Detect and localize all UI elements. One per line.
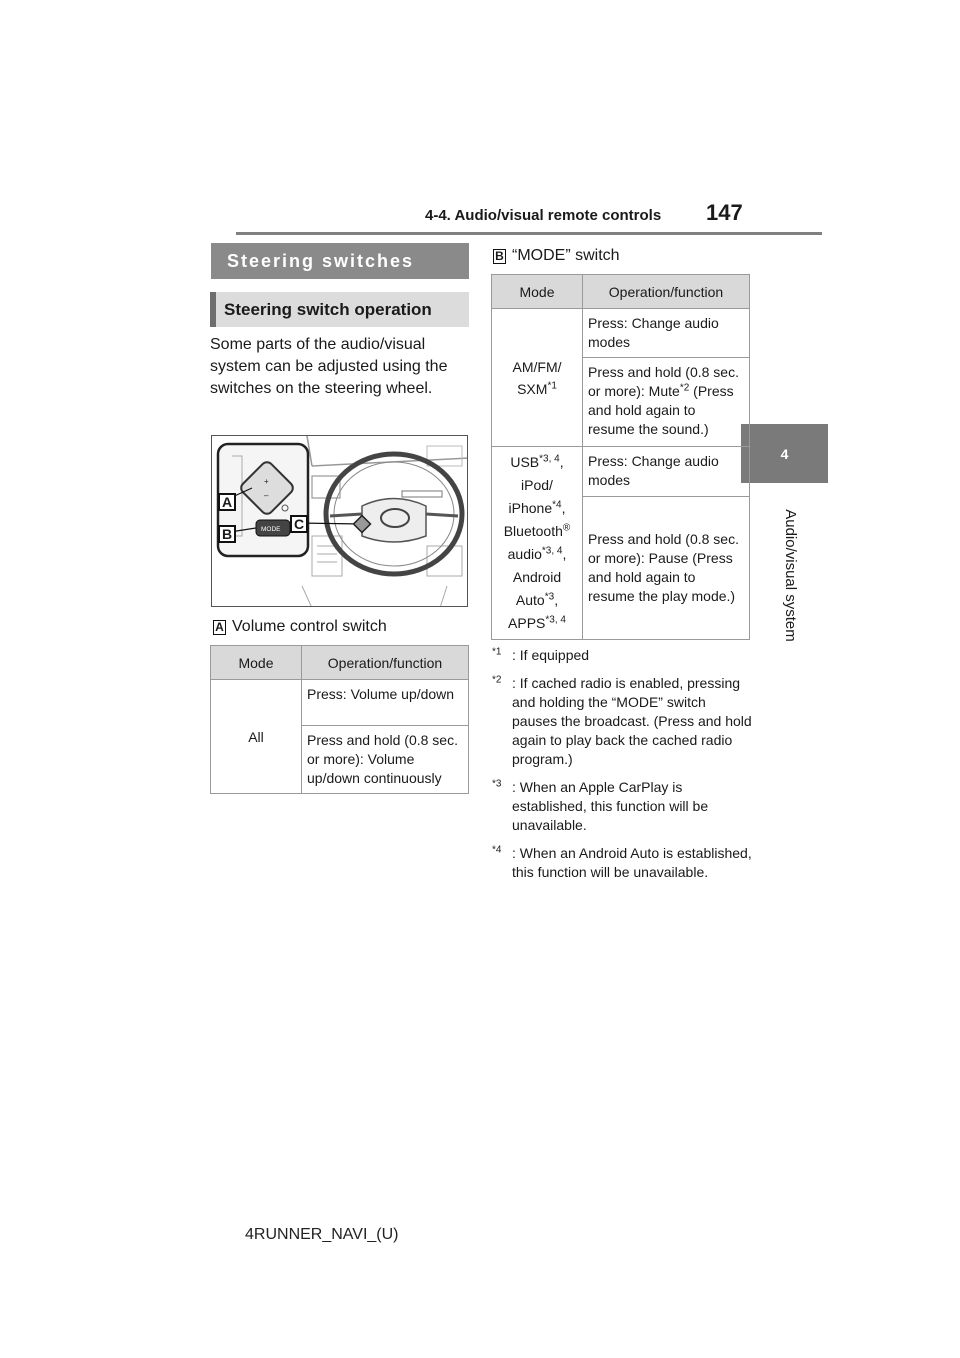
figure-callout-b: B	[218, 525, 236, 543]
document-code: 4RUNNER_NAVI_(U)	[245, 1226, 399, 1243]
steering-wheel-illustration	[212, 436, 468, 607]
apps-sup: *3, 4	[545, 614, 566, 626]
table-a-mode: All	[211, 680, 302, 794]
table-a-op-2: Press and hold (0.8 sec. or more): Volume up/down continuously	[307, 732, 458, 786]
usb-sup: *3, 4	[539, 453, 560, 465]
footnote	[492, 844, 754, 882]
audio-comma: ,	[562, 546, 567, 562]
footnotes	[492, 646, 754, 891]
table-a-header-op: Operation/function	[302, 646, 469, 680]
intro-paragraph: Some parts of the audio/visual system can be adjusted using the switches on the steering wheel.	[210, 336, 448, 397]
iphone-comma: ,	[561, 500, 566, 516]
figure-callout-c: C	[290, 515, 308, 533]
footnote-marker: *2	[492, 674, 502, 686]
section-title: 4-4. Audio/visual remote controls	[425, 207, 662, 224]
table-a-op-1: Press: Volume up/down	[307, 686, 455, 702]
callout-b-marker: B	[493, 249, 506, 264]
callout-a-row	[213, 618, 387, 636]
table-b-header-op: Operation/function	[583, 275, 750, 309]
footnote-text: : When an Android Auto is established, this function will be unavailable.	[512, 845, 752, 880]
section-heading: Steering switches	[211, 243, 469, 279]
footnote-text: : If cached radio is enabled, pressing and holding the “MODE” switch pauses the broadcast. (Press and hold again to play back the cached radio program.)	[512, 675, 752, 767]
sub-heading: Steering switch operation	[210, 292, 469, 327]
footnote-marker: *4	[492, 844, 502, 856]
page-number: 147	[706, 200, 743, 225]
table-a-header-mode: Mode	[211, 646, 302, 680]
iphone-sup: *4	[552, 499, 562, 511]
usb-text: USB	[510, 454, 540, 470]
callout-b-label: “MODE” switch	[512, 247, 620, 264]
table-b-row2-op1: Press: Change audio modes	[588, 453, 719, 488]
usb-comma: ,	[559, 454, 564, 470]
header-rule	[236, 232, 822, 235]
table-b-row1-op2	[583, 358, 749, 444]
footnote-text: : If equipped	[512, 647, 590, 663]
radio-mode-line1: AM/FM/	[512, 358, 562, 375]
footnote	[492, 778, 754, 835]
radio-mode-line2: SXM	[517, 380, 548, 397]
footnote-marker: *1	[492, 646, 502, 658]
steering-wheel-figure	[211, 435, 468, 607]
svg-text:MODE: MODE	[261, 526, 281, 533]
mute-resume-text: (Press and hold again to resume the sound.)	[588, 383, 734, 437]
callout-b-row	[493, 247, 620, 265]
volume-table	[210, 645, 469, 794]
bluetooth-reg: ®	[562, 522, 571, 534]
auto-sup: *3	[544, 591, 555, 603]
footnote	[492, 646, 754, 665]
footnote-marker: *3	[492, 778, 502, 790]
figure-callout-a: A	[218, 493, 236, 511]
radio-mode-sup: *1	[547, 379, 557, 391]
table-b-mode-media	[492, 447, 583, 640]
callout-a-label: Volume control switch	[232, 618, 387, 635]
chapter-label: Audio/visual system	[781, 508, 799, 642]
chapter-number: 4	[780, 445, 789, 462]
footnote-text: : When an Apple CarPlay is established, this function will be unavailable.	[512, 779, 709, 833]
mode-table	[491, 274, 750, 640]
footnote	[492, 674, 754, 769]
bluetooth-text: Bluetooth	[503, 523, 563, 539]
mute-sup: *2	[679, 382, 690, 394]
audio-sup: *3, 4	[541, 545, 563, 557]
table-b-mode-radio	[492, 309, 583, 447]
auto-text: Auto	[515, 592, 545, 608]
audio-text: audio	[507, 546, 542, 562]
svg-text:+: +	[264, 477, 269, 486]
apps-text: APPS	[508, 615, 546, 631]
chapter-tab	[741, 424, 828, 483]
android-text: Android	[512, 569, 562, 585]
ipod-text: iPod/	[521, 477, 553, 493]
auto-comma: ,	[554, 592, 559, 608]
chapter-side-label	[770, 500, 810, 650]
callout-a-marker: A	[213, 620, 226, 635]
mute-text: Press and hold (0.8 sec. or more): Mute	[588, 364, 739, 399]
svg-text:–: –	[264, 491, 269, 500]
table-b-row1-op1: Press: Change audio modes	[588, 315, 719, 350]
table-b-header-mode: Mode	[492, 275, 583, 309]
table-b-row2-op2: Press and hold (0.8 sec. or more): Pause (Press and hold again to resume the play mode.)	[588, 530, 739, 604]
iphone-text: iPhone	[508, 500, 553, 516]
